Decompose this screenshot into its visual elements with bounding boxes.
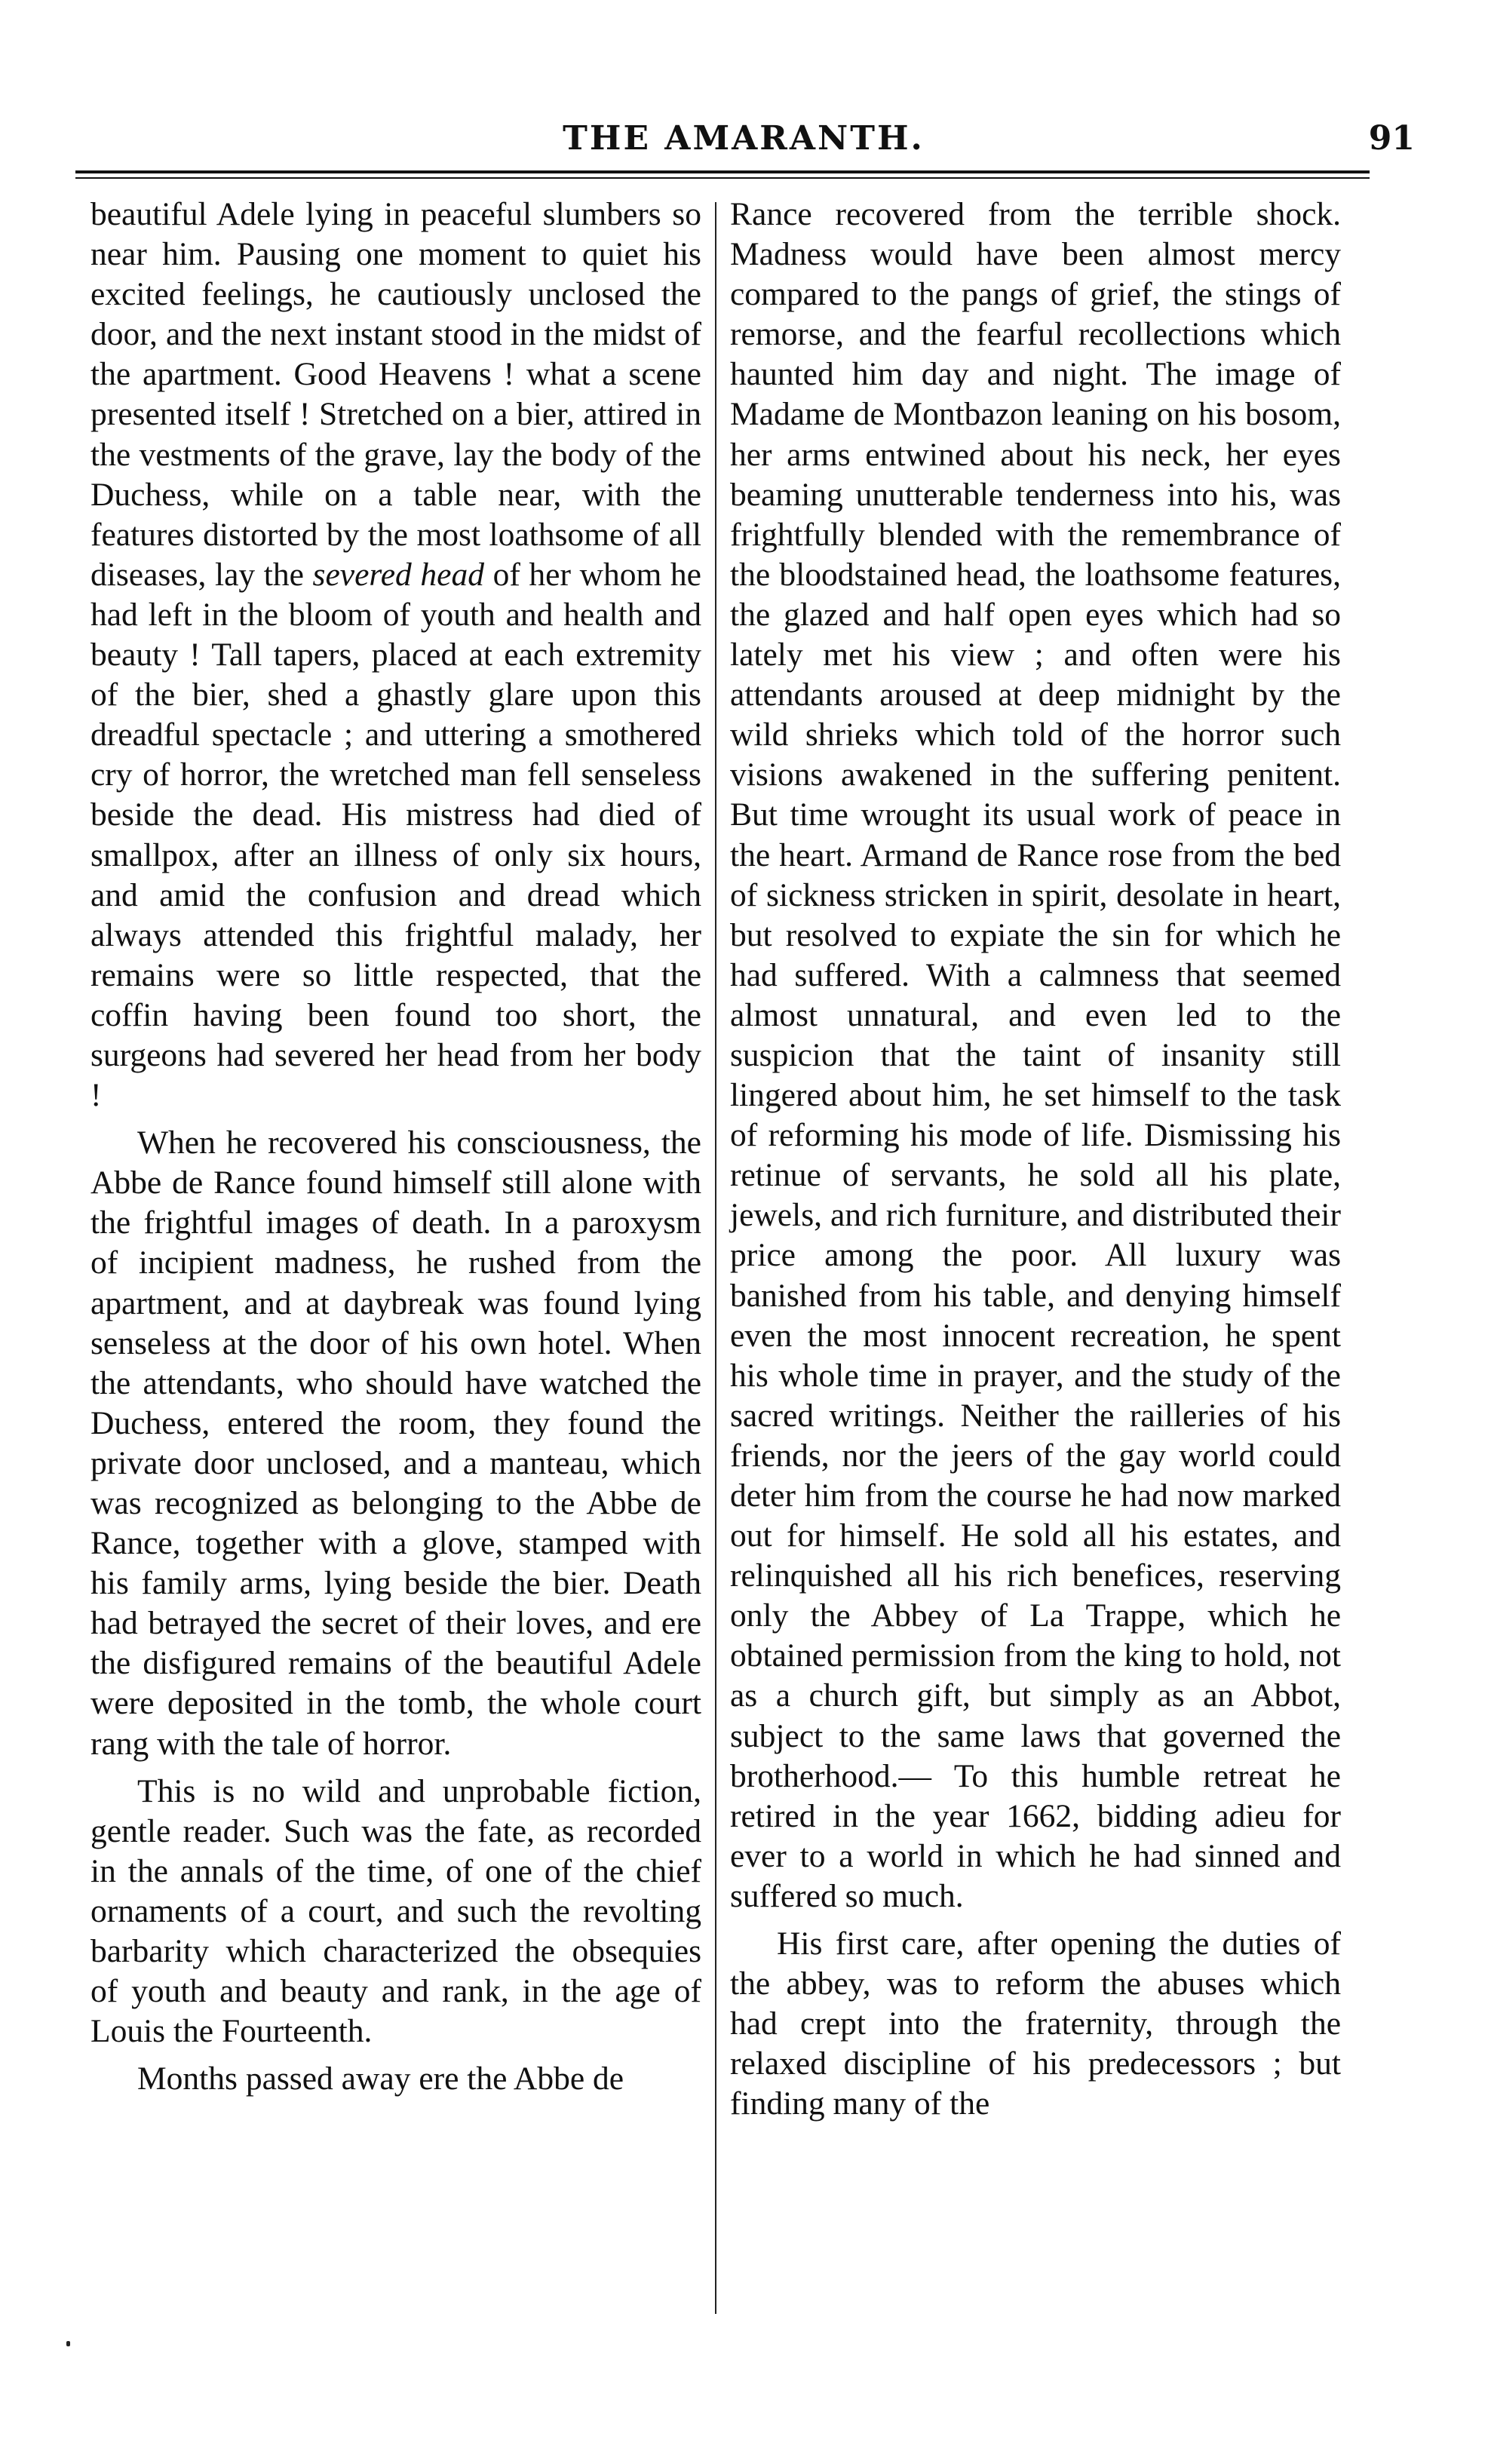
ink-speck <box>66 2341 70 2346</box>
header-rule <box>75 170 1370 179</box>
paragraph: Months passed away ere the Abbe de <box>137 2060 624 2097</box>
paragraph: When he recovered his consciousness, the Abbe de Rance found himself still alone with the frightful images of death. In a paroxysm of incipient madness, he rushed from the apartment, and at daybreak was found lying senseless at the door of his own hotel. When the attendants, who should have watched the Duchess, entered the room, they found the private door unclosed, and a manteau, which was recognized as belonging to the Abbe de Rance, together with a glove, stamped with his family arms, lying beside the bier. Death had betrayed the secret of their loves, and ere the disfigured remains of the beautiful Adele were deposited in the tomb, the whole court rang with the tale of horror. <box>91 1125 701 1762</box>
right-column <box>730 195 1341 2125</box>
page-number: 91 <box>1368 119 1415 158</box>
running-head <box>72 119 1415 172</box>
emphasized-text: severed head <box>312 556 484 593</box>
left-column <box>91 195 701 2099</box>
paragraph: Rance recovered from the terrible shock. Madness would have been almost mercy compared to the pangs of grief, the stings of remorse, and the fearful recollections which haunted him day and night. The image of Madame de Montbazon leaning on his bosom, her arms entwined about his neck, her eyes beaming unutterable tenderness into his, was frightfully blended with the remembrance of the bloodstained head, the loathsome features, the glazed and half open eyes which had so lately met his view ; and often were his attendants aroused at deep midnight by the wild shrieks which told of the horror such visions awakened in the suffering penitent. But time wrought its usual work of peace in the heart. Armand de Rance rose from the bed of sickness stricken in spirit, desolate in heart, but resolved to expiate the sin for which he had suffered. With a calmness that seemed almost unnatural, and even led to the suspicion that the taint of insanity still lingered about him, he set himself to the task of reforming his mode of life. Dismissing his retinue of servants, he sold all his plate, jewels, and rich furniture, and distributed their price among the poor. All luxury was banished from his table, and denying himself even the most innocent recreation, he spent his whole time in prayer, and the study of the sacred writings. Neither the railleries of his friends, nor the jeers of the gay world could deter him from the course he had now marked out for himself. He sold all his estates, and relinquished all his rich benefices, reserving only the Abbey of La Trappe, which he obtained permission from the king to hold, not as a church gift, but simply as an Abbot, subject to the same laws that governed the brotherhood.— To this humble retreat he retired in the year 1662, bidding adieu for ever to a world in which he had sinned and suffered so much. <box>730 196 1341 1914</box>
paragraph-text: of her whom he had left in the bloom of youth and health and beauty ! Tall tapers, placed at each extremity of the bier, shed a ghastly glare upon this dreadful spectacle ; and uttering a smothered cry of horror, the wretched man fell senseless beside the dead. His mistress had died of smallpox, after an illness of only six hours, and amid the confusion and dread which always attended this frightful malady, her remains were so little respected, that the coffin having been found too short, the surgeons had severed her head from her body ! <box>91 556 701 1114</box>
paragraph-text: beautiful Adele lying in peaceful slumbers so near him. Pausing one moment to quiet his excited feelings, he cautiously unclosed the door, and the next instant stood in the midst of the apartment. Good Heavens ! what a scene presented itself ! Stretched on a bier, attired in the vestments of the grave, lay the body of the Duchess, while on a table near, with the features distorted by the most loathsome of all diseases, lay the <box>91 196 701 593</box>
running-title: THE AMARANTH. <box>563 119 925 158</box>
column-divider <box>715 202 716 2314</box>
paragraph: This is no wild and unprobable fiction, gentle reader. Such was the fate, as recorded in the annals of the time, of one of the chief ornaments of a court, and such the revolting barbarity which characterized the obsequies of youth and beauty and rank, in the age of Louis the Fourteenth. <box>91 1772 701 2050</box>
paragraph <box>91 195 701 1115</box>
paragraph: His first care, after opening the duties of the abbey, was to reform the abuses which had crept into the fraternity, through the relaxed discipline of his predecessors ; but finding many of the <box>730 1925 1341 2122</box>
